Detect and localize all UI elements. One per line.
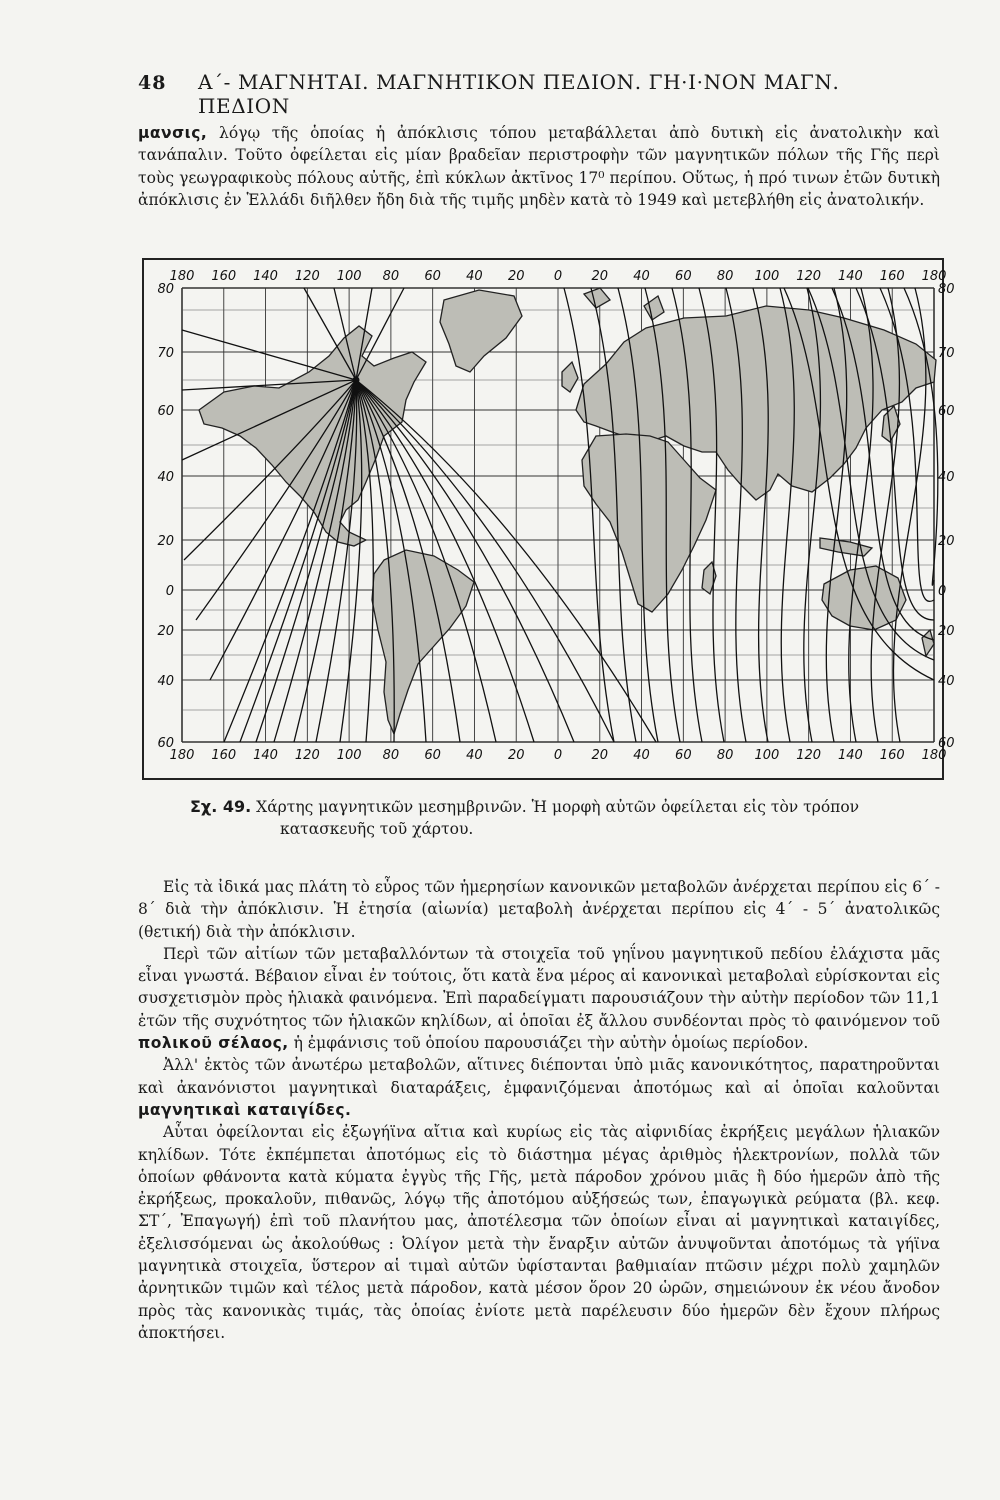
left-latitude-label: 0 (165, 584, 174, 599)
right-latitude-label: 60 (938, 736, 955, 751)
top-longitude-label: 140 (838, 269, 863, 284)
new-zealand-outline (922, 630, 934, 656)
chapter-title: Α΄- ΜΑΓΝΗΤΑΙ. ΜΑΓΝΗΤΙΚΟΝ ΠΕΔΙΟΝ. ΓΗ·Ι·ΝΟΝ ΜΑΓΝ. ΠΕΔΙΟΝ (198, 70, 840, 118)
paragraph-causes (138, 943, 940, 1054)
magnetic-meridian-line (904, 288, 938, 585)
magnetic-storms-term: μαγνητικαὶ καταιγίδες. (138, 1100, 352, 1119)
right-latitude-label: 70 (938, 346, 955, 361)
british-isles-outline (562, 362, 578, 392)
bottom-longitude-label: 40 (633, 748, 650, 763)
bottom-longitude-label: 160 (211, 748, 237, 763)
bottom-longitude-label: 80 (716, 748, 734, 763)
paragraph-disturbances (138, 1054, 940, 1121)
right-latitude-label: 40 (938, 470, 955, 485)
bottom-longitude-label: 60 (424, 748, 441, 763)
bottom-longitude-label: 140 (253, 748, 278, 763)
top-longitude-label: 40 (633, 269, 650, 284)
intro-paragraph (138, 122, 940, 211)
page-number: 48 (138, 72, 167, 94)
polar-aurora-term: πολικοῦ σέλαος, (138, 1034, 289, 1053)
top-longitude-label: 180 (169, 269, 195, 284)
bottom-longitude-label: 80 (382, 748, 400, 763)
left-latitude-scale (157, 282, 174, 751)
svalbard-outline (584, 288, 610, 308)
right-latitude-label: 60 (938, 404, 955, 419)
top-longitude-label: 160 (211, 269, 237, 284)
novaya-zemlya-outline (644, 296, 664, 320)
bottom-longitude-label: 40 (466, 748, 483, 763)
bottom-longitude-label: 120 (294, 748, 320, 763)
caption-line-2: κατασκευῆς τοῦ χάρτου. (280, 820, 474, 838)
top-longitude-label: 100 (754, 269, 780, 284)
left-latitude-label: 20 (157, 624, 174, 639)
bottom-longitude-label: 180 (921, 748, 947, 763)
top-longitude-label: 80 (382, 269, 400, 284)
left-latitude-label: 40 (157, 674, 174, 689)
bottom-longitude-label: 0 (553, 748, 563, 763)
top-longitude-label: 60 (424, 269, 441, 284)
paragraph-solar-origin: Αὗται ὀφείλονται εἰς ἐξωγήϊνα αἴτια καὶ κυρίως εἰς τὰς αἰφνιδίας ἐκρήξεις μεγάλων ἡλιακῶν κηλίδων. Τότε ἐκπέμπεται ἀποτόμως εἰς τὸ διάστημα μέγας ἀριθμὸς ἠλεκτρονίων, πολλὰ τῶν ὁποίων φθάνοντα κατὰ κύματα ἐγγὺς τῆς Γῆς, μετὰ πάροδον χρόνου μιᾶς ἢ δύο ἡμερῶν ἀπὸ τῆς ἐκρήξεως, προκαλοῦν, πιθανῶς, λόγῳ τῆς ἀποτόμου αὐξήσεώς των, ἐπαγωγικὰ ρεύματα (βλ. κεφ. ΣΤ΄, Ἐπαγωγή) ἐπὶ τοῦ πλανήτου μας, ἀποτέλεσμα τῶν ὁποίων εἶναι αἱ μαγνητικαὶ καταιγίδες, ἐξελισσόμεναι ὡς ἀκολούθως : Ὀλίγον μετὰ τὴν ἔναρξιν αὐτῶν ἀνυψοῦνται ἀποτόμως τὰ γήϊνα μαγνητικὰ στοιχεῖα, ὕστερον αἱ τιμαὶ αὐτῶν ὑφίστανται βαθμιαίαν πτῶσιν μέχρι πολὺ χαμηλῶν ἀρνητικῶν τιμῶν καὶ τέλος μετὰ πάροδον, κατὰ μέσον ὅρον 20 ὡρῶν, σημειώνουν ἐκ νέου ἄνοδον πρὸς τὰς κανονικὰς τιμάς, τὰς ὁποίας ἐνίοτε μετὰ παρέλευσιν δύο ἡμερῶν δὲν ἔχουν πλήρως ἀποκτήσει. (138, 1123, 940, 1342)
top-longitude-label: 0 (553, 269, 563, 284)
disturbances-text: Ἀλλ' ἐκτὸς τῶν ἀνωτέρω μεταβολῶν, αἵτινες διέπονται ὑπὸ μιᾶς κανονικότητος, παρατηροῦνται καὶ ἀκανόνιστοι μαγνητικαὶ διαταράξεις, ἐμφανιζόμεναι ἀποτόμως καὶ αἱ ὁποῖαι καλοῦνται (138, 1056, 940, 1097)
map-figure (144, 260, 955, 778)
running-header (138, 62, 938, 118)
intro-text: λόγῳ τῆς ὁποίας ἡ ἀπόκλισις τόπου μεταβάλλεται ἀπὸ δυτικὴ εἰς ἀνατολικὴν καὶ τανάπαλιν. Τοῦτο ὀφείλεται εἰς μίαν βραδεῖαν περιστροφὴν τῶν μαγνητικῶν πόλων τῆς Γῆς περὶ τοὺς γεωγραφικοὺς πόλους αὐτῆς, ἐπὶ κύκλων ἀκτῖνος 17⁰ περίπου. Οὕτως, ἡ πρό τινων ἐτῶν δυτικὴ ἀπόκλισις ἐν Ἑλλάδι διῆλθεν ἤδη διὰ τῆς τιμῆς μηδὲν κατὰ τὸ 1949 καὶ μετεβλήθη εἰς ἀνατολικήν. (138, 124, 940, 209)
causes-text: Περὶ τῶν αἰτίων τῶν μεταβαλλόντων τὰ στοιχεῖα τοῦ γηΐνου μαγνητικοῦ πεδίου ἐλάχιστα μᾶς εἶναι γνωστά. Βέβαιον εἶναι ἐν τούτοις, ὅτι κατὰ ἕνα μέρος αἱ κανονικαὶ μεταβολαὶ εὑρίσκονται εἰς συσχετισμὸν πρὸς ἡλιακὰ φαινόμενα. Ἐπὶ παραδείγματι παρουσιάζουν τὴν αὐτὴν περίοδον τῶν 11,1 ἐτῶν τῆς συχνότητος τῶν ἡλιακῶν κηλίδων, αἱ ὁποῖαι ἐξ ἄλλου συνδέονται πρὸς τὸ φαινόμενον τοῦ (138, 944, 940, 1030)
bottom-longitude-label: 100 (754, 748, 780, 763)
left-latitude-label: 60 (157, 404, 174, 419)
right-latitude-scale (938, 282, 955, 751)
bottom-longitude-label: 20 (591, 748, 609, 763)
bottom-longitude-label: 140 (838, 748, 863, 763)
top-longitude-label: 80 (716, 269, 734, 284)
top-longitude-label: 100 (336, 269, 362, 284)
top-longitude-label: 180 (921, 269, 947, 284)
magnetic-meridians-map (142, 258, 955, 780)
left-latitude-label: 40 (157, 470, 174, 485)
top-longitude-label: 120 (796, 269, 822, 284)
bottom-longitude-label: 60 (675, 748, 692, 763)
bottom-longitude-label: 20 (507, 748, 525, 763)
top-longitude-label: 40 (466, 269, 483, 284)
top-longitude-label: 60 (675, 269, 692, 284)
top-longitude-label: 120 (294, 269, 320, 284)
right-latitude-label: 40 (938, 674, 955, 689)
figure-label: Σχ. 49. (190, 797, 252, 816)
causes-text-end: ἡ ἐμφάνισις τοῦ ὁποίου παρουσιάζει τὴν αὐτὴν ὁμοίως περίοδον. (288, 1034, 809, 1053)
top-longitude-label: 20 (591, 269, 609, 284)
right-latitude-label: 80 (938, 282, 955, 297)
top-longitude-scale (170, 269, 947, 284)
right-latitude-label: 0 (938, 584, 947, 599)
figure-caption (190, 796, 950, 840)
left-latitude-label: 80 (157, 282, 174, 297)
right-latitude-label: 20 (938, 534, 955, 549)
body-text (138, 876, 940, 1344)
left-latitude-label: 70 (157, 346, 174, 361)
left-latitude-label: 60 (157, 736, 174, 751)
africa-outline (582, 434, 716, 612)
indonesia-outline (820, 538, 872, 556)
caption-line-1: Χάρτης μαγνητικῶν μεσημβρινῶν. Ἡ μορφὴ αὐτῶν ὀφείλεται εἰς τὸν τρόπον (251, 798, 860, 816)
bottom-longitude-scale (170, 748, 947, 763)
paragraph-variations: Εἰς τὰ ἰδικά μας πλάτη τὸ εὖρος τῶν ἡμερησίων κανονικῶν μεταβολῶν ἀνέρχεται περίπου εἰς 6΄ - 8΄ διὰ τὴν ἀπόκλισιν. Ἡ ἐτησία (αἰωνία) μεταβολὴ ἀνέρχεται περίπου εἰς 4΄ - 5΄ ἀνατολικῶς (θετική) διὰ τὴν ἀπόκλισιν. (138, 878, 940, 941)
top-longitude-label: 140 (253, 269, 278, 284)
bottom-longitude-label: 160 (879, 748, 905, 763)
right-latitude-label: 20 (938, 624, 955, 639)
bottom-longitude-label: 120 (796, 748, 822, 763)
top-longitude-label: 160 (879, 269, 905, 284)
top-longitude-label: 20 (507, 269, 525, 284)
bottom-longitude-label: 180 (169, 748, 195, 763)
intro-bold-word: μανσις, (138, 124, 208, 142)
greenland-outline (440, 290, 522, 372)
left-latitude-label: 20 (157, 534, 174, 549)
bottom-longitude-label: 100 (336, 748, 362, 763)
map-landmasses (199, 288, 936, 734)
